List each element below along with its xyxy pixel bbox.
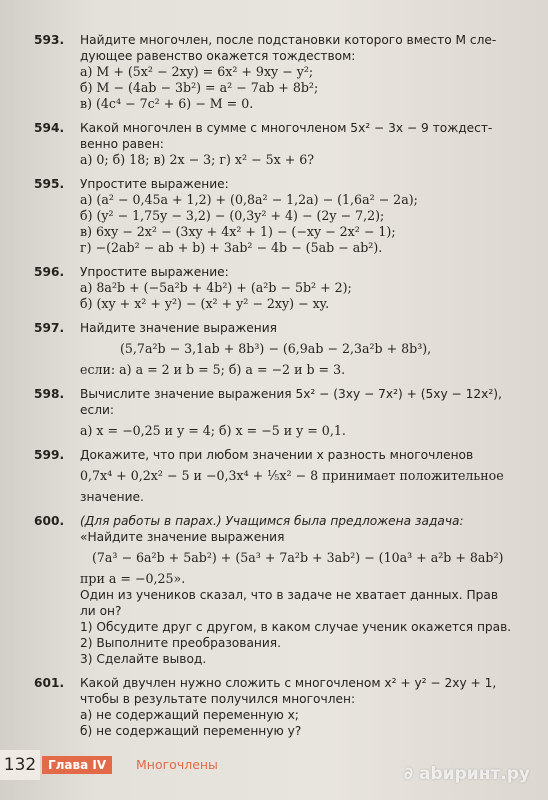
problem-number: 598. — [34, 387, 65, 401]
problem-text: значение. — [80, 490, 144, 504]
problem-text: Упростите выражение: — [80, 177, 229, 191]
problem-596 — [34, 264, 540, 312]
problem-593 — [34, 32, 540, 112]
problem-text: Какой двучлен нужно сложить с многочленом x² + y² − 2xy + 1, — [80, 676, 497, 690]
problem-text: если: — [80, 403, 115, 417]
problem-text: дующее равенство окажется тождеством: — [80, 49, 356, 63]
problem-number: 595. — [34, 177, 65, 191]
problem-number: 601. — [34, 676, 65, 690]
problem-601 — [34, 675, 540, 739]
problem-item: б) M − (4ab − 3b²) = a² − 7ab + 8b²; — [80, 80, 319, 95]
problem-text: при a = −0,25». — [80, 571, 186, 586]
watermark-logo: ∂ abиринт.ру — [403, 764, 530, 784]
page-number: 132 — [0, 750, 40, 780]
problem-item: а) x = −0,25 и y = 4; б) x = −5 и y = 0,1. — [80, 423, 346, 438]
problem-text: (Для работы в парах.) Учащимся была предложена задача: — [80, 514, 464, 528]
problem-item: в) 6xy − 2x² − (3xy + 4x² + 1) − (−xy − 2x² − 1); — [80, 224, 396, 239]
problem-text: венно равен: — [80, 137, 164, 151]
problem-item: а) не содержащий переменную x; — [80, 708, 299, 722]
page-footer — [0, 742, 548, 800]
problem-item: 2) Выполните преобразования. — [80, 636, 282, 650]
problem-item: г) −(2ab² − ab + b) + 3ab² − 4b − (5ab − ab²). — [80, 240, 383, 255]
problem-text: «Найдите значение выражения — [80, 530, 285, 544]
problem-595 — [34, 176, 540, 256]
problem-item: а) 0; б) 18; в) 2x − 3; г) x² − 5x + 6? — [80, 152, 315, 167]
problem-text: Вычислите значение выражения 5x² − (3xy − 7x²) + (5xy − 12x²), — [80, 387, 502, 401]
problem-597 — [34, 320, 540, 378]
problem-number: 597. — [34, 321, 65, 335]
problem-text: Какой многочлен в сумме с многочленом 5x² − 3x − 9 тождест- — [80, 121, 493, 135]
problem-expression: (5,7a²b − 3,1ab + 8b³) − (6,9ab − 2,3a²b + 8b³), — [120, 341, 432, 356]
problem-number: 596. — [34, 265, 65, 279]
chapter-badge: Глава IV — [42, 756, 112, 774]
problem-item: 3) Сделайте вывод. — [80, 652, 207, 666]
problem-expression: (7a³ − 6a²b + 5ab²) + (5a³ + 7a²b + 3ab²) − (10a³ + a²b + 8ab²) — [92, 550, 504, 565]
problem-text: Один из учеников сказал, что в задаче не хватает данных. Прав — [80, 588, 499, 602]
problem-text: чтобы в результате получился многочлен: — [80, 692, 356, 706]
problem-number: 600. — [34, 514, 65, 528]
problem-item: б) (y² − 1,75y − 3,2) − (0,3y² + 4) − (2y − 7,2); — [80, 208, 385, 223]
problem-600 — [34, 513, 540, 667]
problem-number: 599. — [34, 448, 65, 462]
chapter-title: Многочлены — [136, 757, 218, 772]
problem-item: в) (4c⁴ − 7c² + 6) − M = 0. — [80, 96, 254, 111]
problem-text: Упростите выражение: — [80, 265, 229, 279]
problem-number: 594. — [34, 121, 65, 135]
problem-item: если: а) a = 2 и b = 5; б) a = −2 и b = 3. — [80, 362, 346, 377]
problem-text: 0,7x⁴ + 0,2x² − 5 и −0,3x⁴ + ⅕x² − 8 принимает положительное — [80, 468, 504, 483]
problem-text: ли он? — [80, 604, 122, 618]
problem-599 — [34, 447, 540, 505]
problem-number: 593. — [34, 33, 65, 47]
problem-item: 1) Обсудите друг с другом, в каком случае ученик окажется прав. — [80, 620, 512, 634]
problem-item: а) M + (5x² − 2xy) = 6x² + 9xy − y²; — [80, 64, 314, 79]
problem-text: Найдите многочлен, после подстановки которого вместо M сле- — [80, 33, 497, 47]
problem-item: б) (xy + x² + y²) − (x² + y² − 2xy) − xy. — [80, 296, 330, 311]
problem-594 — [34, 120, 540, 168]
problem-item: б) не содержащий переменную y? — [80, 724, 302, 738]
problem-text: Докажите, что при любом значении x разность многочленов — [80, 448, 474, 462]
problem-item: а) (a² − 0,45a + 1,2) + (0,8a² − 1,2a) − (1,6a² − 2a); — [80, 192, 418, 207]
problem-text: Найдите значение выражения — [80, 321, 277, 335]
problem-list — [34, 32, 540, 739]
problem-598 — [34, 386, 540, 439]
problem-item: а) 8a²b + (−5a²b + 4b²) + (a²b − 5b² + 2); — [80, 280, 352, 295]
